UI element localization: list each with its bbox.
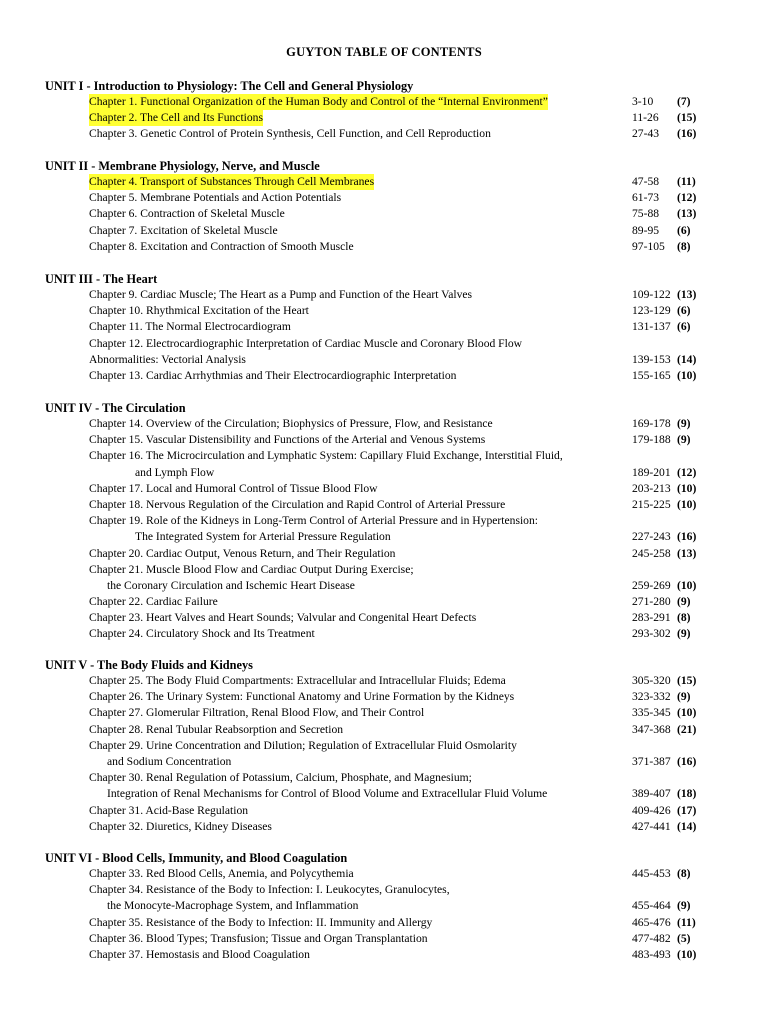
chapter-title[interactable]: Chapter 17. Local and Humoral Control of Tissue Blood Flow	[89, 481, 378, 495]
toc-row	[45, 529, 697, 545]
page-range: 455-464	[632, 899, 671, 913]
toc-row	[45, 432, 691, 448]
page-count: (9)	[677, 899, 691, 913]
toc-row	[45, 738, 517, 754]
toc-row	[45, 303, 691, 319]
page-range: 169-178	[632, 417, 671, 430]
chapter-title[interactable]: Chapter 8. Excitation and Contraction of Smooth Muscle	[89, 239, 354, 253]
chapter-title-continued[interactable]: Integration of Renal Mechanisms for Control of Blood Volume and Extracellular Fluid Volume	[107, 787, 548, 801]
page-range: 3-10	[632, 95, 654, 108]
chapter-title[interactable]: Chapter 12. Electrocardiographic Interpretation of Cardiac Muscle and Coronary Blood Flow	[89, 336, 523, 350]
page-range: 131-137	[632, 320, 671, 334]
chapter-title[interactable]: Chapter 19. Role of the Kidneys in Long-Term Control of Arterial Pressure and in Hypertension:	[89, 514, 538, 528]
toc-row	[45, 513, 538, 529]
page-count: (6)	[677, 320, 691, 334]
chapter-title[interactable]: Chapter 20. Cardiac Output, Venous Return, and Their Regulation	[89, 546, 396, 560]
page-count: (14)	[677, 352, 697, 366]
chapter-title[interactable]: Chapter 37. Hemostasis and Blood Coagulation	[89, 947, 310, 961]
chapter-title[interactable]: Chapter 6. Contraction of Skeletal Muscle	[89, 207, 285, 221]
page-range: 293-302	[632, 627, 671, 641]
page-range: 477-482	[632, 931, 671, 945]
page-count: (10)	[677, 947, 697, 961]
toc-row	[45, 705, 697, 721]
chapter-title[interactable]: Chapter 34. Resistance of the Body to Infection: I. Leukocytes, Granulocytes,	[89, 883, 450, 897]
page-count: (12)	[677, 191, 697, 205]
page-range: 271-280	[632, 595, 671, 609]
page-count: (10)	[677, 497, 697, 511]
page-count: (14)	[677, 819, 697, 833]
unit-section	[45, 158, 697, 255]
toc-row	[45, 448, 563, 464]
chapter-title[interactable]: Chapter 35. Resistance of the Body to Infection: II. Immunity and Allergy	[89, 915, 433, 929]
page-count: (11)	[677, 915, 696, 929]
page-range: 347-368	[632, 722, 671, 736]
toc-row	[45, 722, 697, 738]
page-range: 47-58	[632, 175, 660, 188]
page-range: 389-407	[632, 787, 671, 801]
chapter-title[interactable]: Chapter 7. Excitation of Skeletal Muscle	[89, 223, 278, 237]
toc-row	[45, 481, 697, 497]
page-count: (16)	[677, 530, 697, 544]
page-count: (15)	[677, 111, 697, 125]
page-title: GUYTON TABLE OF CONTENTS	[286, 45, 482, 59]
chapter-title[interactable]: Chapter 21. Muscle Blood Flow and Cardiac Output During Exercise;	[89, 562, 414, 576]
page-count: (10)	[677, 706, 697, 720]
chapter-title[interactable]: Chapter 23. Heart Valves and Heart Sounds; Valvular and Congenital Heart Defects	[89, 611, 477, 625]
page-count: (15)	[677, 674, 697, 687]
page-range: 203-213	[632, 481, 671, 495]
page-count: (6)	[677, 223, 691, 237]
chapter-title-continued[interactable]: Abnormalities: Vectorial Analysis	[89, 352, 246, 366]
page-range: 89-95	[632, 223, 660, 237]
page-range: 445-453	[632, 867, 671, 880]
toc-row	[45, 673, 697, 689]
page-range: 305-320	[632, 674, 671, 687]
unit-heading: UNIT VI - Blood Cells, Immunity, and Blood Coagulation	[45, 851, 348, 865]
toc-row	[45, 594, 691, 610]
page-count: (18)	[677, 787, 697, 801]
page-range: 483-493	[632, 947, 671, 961]
chapter-title-continued[interactable]: and Sodium Concentration	[107, 754, 232, 768]
toc-row	[45, 465, 697, 481]
unit-heading: UNIT I - Introduction to Physiology: The Cell and General Physiology	[45, 79, 414, 93]
unit-heading: UNIT IV - The Circulation	[45, 401, 186, 415]
toc-row	[45, 546, 697, 562]
page-range: 97-105	[632, 239, 665, 253]
toc-row	[45, 689, 691, 705]
page-count: (13)	[677, 288, 697, 301]
toc-row	[45, 931, 691, 947]
toc-row	[45, 803, 697, 819]
toc-row	[45, 319, 691, 335]
page-count: (17)	[677, 803, 697, 817]
page-range: 155-165	[632, 368, 671, 382]
toc-row	[45, 786, 697, 802]
toc-row	[45, 770, 472, 786]
page-count: (21)	[677, 722, 697, 736]
page-range: 227-243	[632, 530, 671, 544]
page-range: 139-153	[632, 352, 671, 366]
page-range: 323-332	[632, 690, 671, 704]
toc-row	[45, 174, 696, 190]
toc-row	[45, 562, 414, 578]
page-range: 245-258	[632, 546, 671, 560]
chapter-title[interactable]: Chapter 26. The Urinary System: Functional Anatomy and Urine Formation by the Kidneys	[89, 690, 515, 704]
chapter-title[interactable]: Chapter 11. The Normal Electrocardiogram	[89, 320, 291, 334]
chapter-title[interactable]: Chapter 22. Cardiac Failure	[89, 595, 218, 609]
page-count: (13)	[677, 207, 697, 221]
chapter-title[interactable]: Chapter 10. Rhythmical Excitation of the Heart	[89, 304, 309, 318]
chapter-title[interactable]: Chapter 31. Acid-Base Regulation	[89, 803, 249, 817]
page-range: 75-88	[632, 207, 660, 221]
page-range: 189-201	[632, 465, 671, 479]
page-range: 259-269	[632, 578, 671, 592]
toc-row	[45, 898, 691, 914]
page-count: (16)	[677, 127, 697, 141]
page-range: 465-476	[632, 915, 671, 929]
page-count: (10)	[677, 578, 697, 592]
page-range: 11-26	[632, 111, 659, 125]
chapter-title[interactable]: Chapter 13. Cardiac Arrhythmias and Their Electrocardiographic Interpretation	[89, 368, 457, 382]
chapter-title[interactable]: Chapter 29. Urine Concentration and Dilution; Regulation of Extracellular Fluid Osmolarity	[89, 738, 517, 752]
page-count: (9)	[677, 690, 691, 704]
page-count: (9)	[677, 433, 691, 447]
toc-row	[45, 626, 691, 642]
chapter-title-continued[interactable]: The Integrated System for Arterial Pressure Regulation	[135, 530, 391, 544]
toc-row	[45, 94, 691, 110]
page-range: 109-122	[632, 288, 671, 301]
chapter-title-continued[interactable]: the Monocyte-Macrophage System, and Inflammation	[107, 899, 359, 913]
chapter-title[interactable]: Chapter 9. Cardiac Muscle; The Heart as a Pump and Function of the Heart Valves	[89, 288, 473, 301]
toc-row	[45, 416, 691, 432]
page-count: (9)	[677, 417, 691, 430]
chapter-title[interactable]: Chapter 27. Glomerular Filtration, Renal Blood Flow, and Their Control	[89, 706, 425, 720]
chapter-title[interactable]: Chapter 33. Red Blood Cells, Anemia, and Polycythemia	[89, 867, 354, 880]
chapter-title[interactable]: Chapter 2. The Cell and Its Functions	[89, 110, 263, 126]
chapter-title[interactable]: Chapter 4. Transport of Substances Through Cell Membranes	[89, 174, 374, 190]
chapter-title[interactable]: Chapter 14. Overview of the Circulation; Biophysics of Pressure, Flow, and Resistance	[89, 417, 493, 430]
page-range: 61-73	[632, 191, 660, 205]
toc-row	[45, 947, 697, 963]
toc-row	[45, 754, 697, 770]
chapter-title-continued[interactable]: and Lymph Flow	[135, 465, 215, 479]
toc-row	[45, 578, 697, 594]
page-count: (8)	[677, 239, 691, 253]
page-range: 215-225	[632, 497, 671, 511]
toc-row	[45, 223, 691, 239]
page-count: (7)	[677, 95, 691, 108]
chapter-title[interactable]: Chapter 3. Genetic Control of Protein Synthesis, Cell Function, and Cell Reproduction	[89, 127, 491, 141]
page-count: (10)	[677, 481, 697, 495]
page-count: (9)	[677, 627, 691, 641]
toc-row	[45, 866, 691, 882]
toc-row	[45, 126, 697, 142]
unit-section	[45, 850, 697, 963]
toc-row	[45, 915, 696, 931]
page-range: 409-426	[632, 803, 671, 817]
chapter-title[interactable]: Chapter 25. The Body Fluid Compartments: Extracellular and Intracellular Fluids; Edema	[89, 674, 506, 687]
toc-row	[45, 610, 691, 626]
page-range: 123-129	[632, 304, 671, 318]
unit-section	[45, 271, 697, 384]
chapter-title[interactable]: Chapter 36. Blood Types; Transfusion; Tissue and Organ Transplantation	[89, 931, 428, 945]
toc-row	[45, 352, 697, 368]
page-count: (10)	[677, 368, 697, 382]
chapter-title[interactable]: Chapter 16. The Microcirculation and Lymphatic System: Capillary Fluid Exchange, Interstitial Fluid,	[89, 449, 563, 463]
unit-heading: UNIT III - The Heart	[45, 272, 158, 286]
page-range: 335-345	[632, 706, 671, 720]
page-count: (8)	[677, 611, 691, 625]
toc-row	[45, 497, 697, 513]
page-count: (12)	[677, 465, 697, 479]
toc-row	[45, 819, 697, 835]
toc-row	[45, 882, 450, 898]
chapter-title[interactable]: Chapter 24. Circulatory Shock and Its Treatment	[89, 627, 315, 641]
page-range: 27-43	[632, 127, 660, 141]
chapter-title[interactable]: Chapter 1. Functional Organization of the Human Body and Control of the “Internal Environment”	[89, 94, 548, 110]
unit-section	[45, 657, 697, 835]
page-range: 179-188	[632, 433, 671, 447]
chapter-title[interactable]: Chapter 32. Diuretics, Kidney Diseases	[89, 819, 272, 833]
toc-row	[45, 110, 697, 126]
chapter-title[interactable]: Chapter 30. Renal Regulation of Potassium, Calcium, Phosphate, and Magnesium;	[89, 771, 472, 785]
toc-row	[45, 239, 691, 255]
unit-heading: UNIT II - Membrane Physiology, Nerve, and Muscle	[45, 159, 320, 173]
unit-heading: UNIT V - The Body Fluids and Kidneys	[45, 658, 253, 672]
toc-row	[45, 368, 697, 384]
toc-row	[45, 287, 697, 303]
unit-section	[45, 78, 697, 143]
page-range: 283-291	[632, 611, 671, 625]
toc-row	[45, 206, 697, 222]
chapter-title[interactable]: Chapter 18. Nervous Regulation of the Circulation and Rapid Control of Arterial Pressure	[89, 497, 506, 511]
page-count: (11)	[677, 175, 696, 188]
unit-section	[45, 400, 697, 643]
page-count: (6)	[677, 304, 691, 318]
chapter-title-continued[interactable]: the Coronary Circulation and Ischemic Heart Disease	[107, 578, 355, 592]
toc-row	[45, 336, 523, 352]
page-range: 371-387	[632, 754, 671, 768]
page-count: (5)	[677, 931, 691, 945]
page-range: 427-441	[632, 819, 671, 833]
page-count: (16)	[677, 754, 697, 768]
toc-row	[45, 190, 697, 206]
chapter-title[interactable]: Chapter 28. Renal Tubular Reabsorption and Secretion	[89, 722, 344, 736]
page-count: (9)	[677, 595, 691, 609]
chapter-title[interactable]: Chapter 15. Vascular Distensibility and Functions of the Arterial and Venous Systems	[89, 433, 486, 447]
page-count: (8)	[677, 867, 691, 880]
page-count: (13)	[677, 546, 697, 560]
chapter-title[interactable]: Chapter 5. Membrane Potentials and Action Potentials	[89, 191, 342, 205]
